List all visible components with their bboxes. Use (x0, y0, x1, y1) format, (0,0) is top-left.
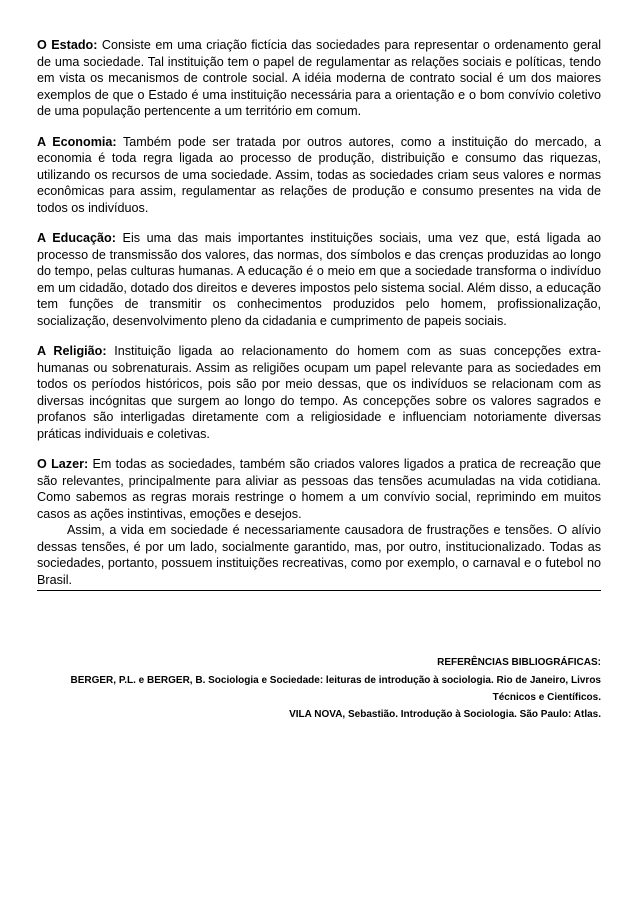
reference-item: BERGER, P.L. e BERGER, B. Sociologia e Sociedade: leituras de introdução à sociologia. Rio de Janeiro, Livros Técnicos e Científicos. (70, 675, 601, 703)
term-religiao: A Religião: (37, 344, 107, 358)
term-lazer: O Lazer: (37, 457, 89, 471)
text-educacao: Eis uma das mais importantes instituições sociais, uma vez que, está ligada ao processo de transmissão dos valores, das normas, dos símbolos e das crenças produzidas ao longo do tempo, pelas culturas humanas. A educação é o meio em que a sociedade transforma o indivíduo em um cidadão, dotado dos direitos e deveres impostos pelo sistema social. Além disso, a educação tem funções de transmitir os conhecimentos produzidos pelo homem, profissionalização, socialização, desenvolvimento pleno da cidadania e cumprimento de papeis sociais. (37, 231, 601, 328)
text-lazer-continuation: Assim, a vida em sociedade é necessariamente causadora de frustrações e tensões. O alívio dessas tensões, é por um lado, socialmente garantido, mas, por outro, institucionalizado. Todas as sociedades, portanto, possuem instituições recreativas, como por exemplo, o carnaval e o futebol no Brasil. (37, 523, 601, 587)
text-religiao: Instituição ligada ao relacionamento do homem com as suas concepções extra-humanas ou sobrenaturais. Assim as religiões ocupam um papel relevante para as sociedades em todos os períodos históricos, pois são por meio dessas, que os indivíduos se relacionam com as diversas incógnitas que surgem ao longo do tempo. As concepções sobre os valores sagrados e profanos são interligadas diretamente com a religiosidade e influenciam notoriamente diversas práticas individuais e coletivas. (37, 344, 601, 441)
document-body (37, 37, 601, 591)
references-section (37, 654, 601, 723)
paragraph-educacao (37, 230, 601, 329)
section-divider (37, 590, 601, 591)
text-lazer: Em todas as sociedades, também são criados valores ligados a pratica de recreação que são relevantes, principalmente para aliviar as pessoas das tensões acumuladas na vida cotidiana. Como sabemos as regras morais restringe o homem a um convívio social, reprimindo em muitos casos as ações instintivas, emoções e desejos. (37, 457, 601, 521)
reference-item: VILA NOVA, Sebastião. Introdução à Sociologia. São Paulo: Atlas. (289, 709, 601, 720)
term-estado: O Estado: (37, 38, 98, 52)
paragraph-religiao (37, 343, 601, 442)
references-heading: REFERÊNCIAS BIBLIOGRÁFICAS: (437, 657, 601, 668)
paragraph-economia (37, 134, 601, 217)
term-economia: A Economia: (37, 134, 117, 149)
paragraph-estado (37, 37, 601, 120)
text-estado: Consiste em uma criação fictícia das sociedades para representar o ordenamento geral de uma sociedade. Tal instituição tem o papel de regulamentar as relações sociais e políticas, tendo em vista os mecanismos de controle social. A idéia moderna de contrato social é um dos maiores exemplos de que o Estado é uma instituição necessária para a orientação e o bom convívio coletivo de uma população pertencente a um território em comum. (37, 38, 601, 118)
term-educacao: A Educação: (37, 231, 116, 245)
paragraph-lazer (37, 456, 601, 588)
text-economia: Também pode ser tratada por outros autores, como a instituição do mercado, a economia é toda regra ligada ao processo de produção, distribuição e consumo das riquezas, utilizando os recursos de uma sociedade. Assim, todas as sociedades criam seus valores e normas econômicas para assim, regulamentar as relações de produção e consumo presentes na vida de todos os indivíduos. (37, 134, 601, 215)
